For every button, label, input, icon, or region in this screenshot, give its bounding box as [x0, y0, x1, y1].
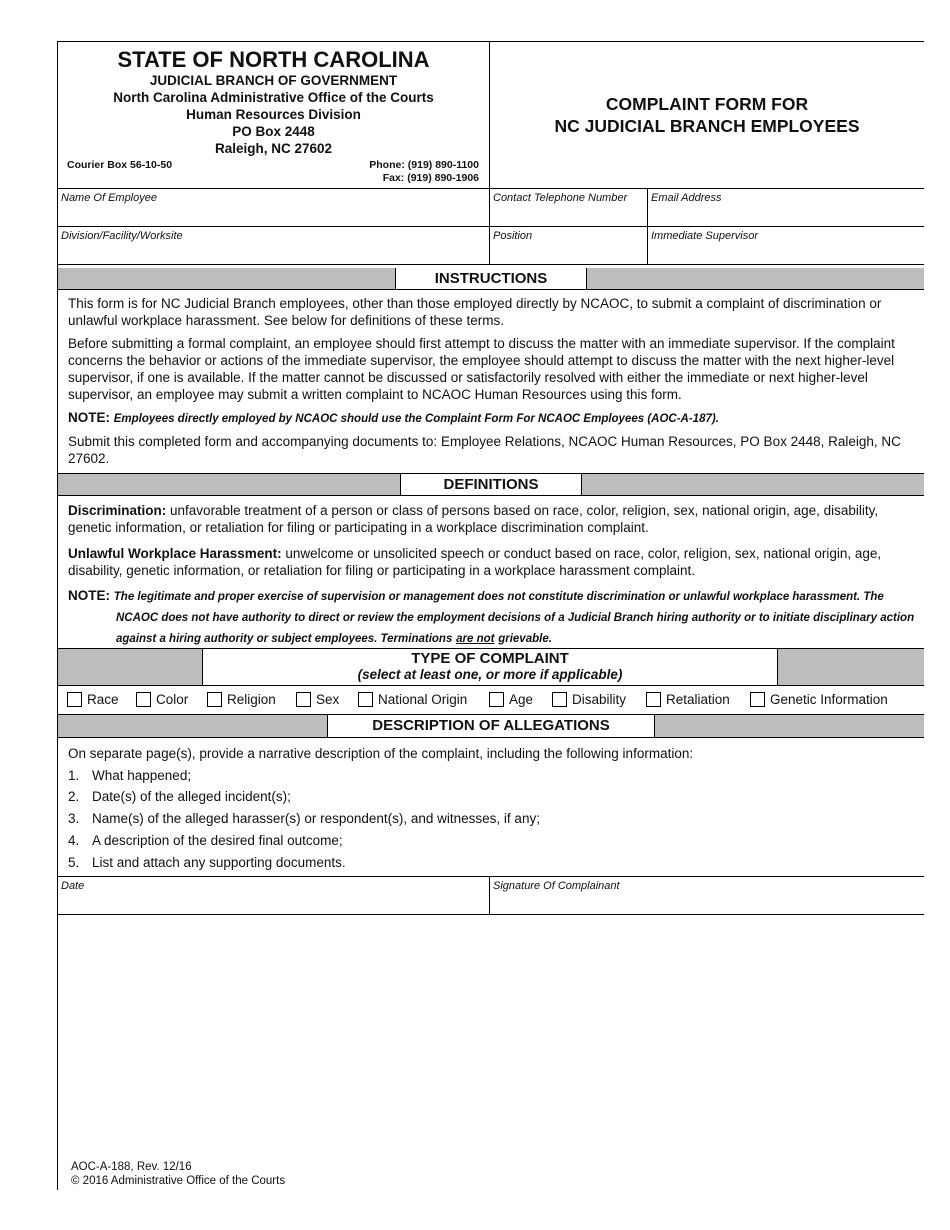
city: Raleigh, NC 27602 [214, 141, 333, 156]
note-text-end: grievable. [498, 633, 552, 645]
office-name: North Carolina Administrative Office of the Courts [113, 90, 434, 105]
instructions-title: INSTRUCTIONS [395, 268, 587, 289]
checkbox-label: Genetic Information [770, 692, 888, 707]
allegations-title: DESCRIPTION OF ALLEGATIONS [327, 715, 655, 737]
complaint-form [57, 41, 924, 1190]
list-item: 3. Name(s) of the alleged harasser(s) or respondent(s), and witnesses, if any; [68, 811, 540, 826]
checkbox-age[interactable] [489, 692, 533, 707]
term-text: unwelcome or unsolicited speech or conduct based on race, color, religion, sex, national origin, age, disability, genetic information, or retaliation for filing or participating in a workplace harassment complaint. [68, 546, 882, 578]
list-item: 1. What happened; [68, 768, 192, 783]
list-item: 2. Date(s) of the alleged incident(s); [68, 789, 291, 804]
complaint-type-header [202, 649, 778, 685]
po-box: PO Box 2448 [232, 124, 315, 139]
email-field[interactable] [648, 189, 924, 226]
note-label: NOTE: [68, 588, 110, 603]
form-title-line-1: COMPLAINT FORM FOR [605, 94, 809, 114]
field-label: Position [493, 230, 533, 242]
employee-name-field[interactable] [58, 189, 490, 226]
complaint-type-title: TYPE OF COMPLAINT [411, 650, 569, 667]
phone-number: Phone: (919) 890-1100 [369, 159, 479, 171]
term-label: Unlawful Workplace Harassment: [68, 546, 282, 561]
checkbox-label: Sex [316, 692, 340, 707]
term-label: Discrimination: [68, 503, 167, 518]
checkbox-race[interactable] [67, 692, 119, 707]
branch-name: JUDICIAL BRANCH OF GOVERNMENT [149, 73, 398, 88]
field-label: Name Of Employee [61, 192, 157, 204]
complaint-type-options [58, 684, 924, 715]
checkbox-label: Religion [227, 692, 276, 707]
term-text: unfavorable treatment of a person or class of persons based on race, color, religion, sex, national origin, age, disability, genetic information, or retaliation for filing or participating in a workplace discrimination complaint. [68, 503, 879, 535]
agency-block [58, 42, 490, 188]
fax-number: Fax: (919) 890-1906 [382, 172, 479, 184]
checkbox-label: Retaliation [666, 692, 730, 707]
copyright: © 2016 Administrative Office of the Courts [71, 1175, 286, 1187]
definitions-bar [58, 473, 924, 496]
form-title [490, 42, 924, 188]
field-label: Signature Of Complainant [493, 880, 620, 892]
note-label: NOTE: [68, 410, 110, 425]
checkbox-box[interactable] [67, 692, 82, 707]
checkbox-box[interactable] [489, 692, 504, 707]
checkbox-genetic-information[interactable] [750, 692, 888, 707]
checkbox-box[interactable] [646, 692, 661, 707]
checkbox-label: Color [156, 692, 189, 707]
field-label: Date [61, 880, 85, 892]
note-text: Employees directly employed by NCAOC should use the Complaint Form For NCAOC Employees (AOC-A-187). [113, 413, 719, 425]
checkbox-retaliation[interactable] [646, 692, 730, 707]
checkbox-label: Race [87, 692, 119, 707]
signature-row [58, 876, 924, 915]
checkbox-sex[interactable] [296, 692, 339, 707]
checkbox-label: Age [509, 692, 534, 707]
list-item: 4. A description of the desired final outcome; [68, 833, 343, 848]
checkbox-box[interactable] [296, 692, 311, 707]
supervisor-field[interactable] [648, 227, 924, 264]
checkbox-box[interactable] [136, 692, 151, 707]
complaint-type-bar [58, 648, 924, 686]
checkbox-color[interactable] [136, 692, 188, 707]
form-number: AOC-A-188, Rev. 12/16 [71, 1161, 192, 1173]
discrimination-definition [68, 502, 918, 536]
form-header [58, 42, 924, 189]
contact-numbers [369, 159, 479, 185]
definitions-note [68, 586, 920, 649]
position-field[interactable] [490, 227, 648, 264]
field-label: Immediate Supervisor [651, 230, 758, 242]
allegations-bar [58, 715, 924, 738]
instructions-paragraph-1: This form is for NC Judicial Branch employees, other than those employed directly by NCAOC, to submit a complaint of discrimination or unlawful workplace harassment. See below for definitions of these terms. [68, 296, 882, 328]
employee-info-row-1 [58, 189, 924, 227]
signature-field[interactable] [490, 877, 924, 914]
division-name: Human Resources Division [186, 107, 361, 122]
checkbox-national-origin[interactable] [358, 692, 467, 707]
definitions-title: DEFINITIONS [400, 474, 582, 495]
harassment-definition [68, 545, 918, 579]
checkbox-label: Disability [572, 692, 627, 707]
checkbox-label: National Origin [378, 692, 468, 707]
checkbox-box[interactable] [750, 692, 765, 707]
courier-box: Courier Box 56-10-50 [67, 159, 173, 171]
instructions-paragraph-2: Before submitting a formal complaint, an employee should first attempt to discuss the matter with an immediate supervisor. If the complaint concerns the behavior or actions of the immediate supervisor, the employee should attempt to discuss the matter with the next higher-level supervisor, if one is available. If the matter cannot be discussed or satisfactorily resolved with either the immediate or next higher-level supervisor, an employee may submit a written complaint to NCAOC Human Resources using this form. [68, 336, 895, 402]
instructions-note [68, 409, 918, 428]
telephone-field[interactable] [490, 189, 648, 226]
instructions-bar [58, 268, 924, 290]
checkbox-box[interactable] [552, 692, 567, 707]
instructions-paragraph-3: Submit this completed form and accompanying documents to: Employee Relations, NCAOC Human Resources, PO Box 2448, Raleigh, NC 27602. [68, 434, 901, 466]
field-label: Contact Telephone Number [493, 192, 628, 204]
list-item: 5. List and attach any supporting documents. [68, 855, 346, 870]
state-name: STATE OF NORTH CAROLINA [117, 47, 430, 72]
date-field[interactable] [58, 877, 490, 914]
division-field[interactable] [58, 227, 490, 264]
field-label: Email Address [651, 192, 722, 204]
complaint-type-subtitle: (select at least one, or more if applicable) [357, 667, 623, 682]
allegations-intro: On separate page(s), provide a narrative description of the complaint, including the following information: [68, 746, 694, 761]
field-label: Division/Facility/Worksite [61, 230, 183, 242]
checkbox-religion[interactable] [207, 692, 276, 707]
employee-info-row-2 [58, 227, 924, 265]
checkbox-box[interactable] [358, 692, 373, 707]
checkbox-disability[interactable] [552, 692, 626, 707]
form-footer [71, 1160, 285, 1188]
checkbox-box[interactable] [207, 692, 222, 707]
note-underline: are not [456, 633, 495, 645]
note-text: The legitimate and proper exercise of supervision or management does not constitute discrimination or unlawful workplace harassment. The NCAOC does not have authority to direct or review the employment decisions of a Judicial Branch hiring authority or to initiate disciplinary action against a hiring authority or subject employees. Terminations [113, 591, 915, 645]
form-title-line-2: NC JUDICIAL BRANCH EMPLOYEES [554, 116, 860, 136]
